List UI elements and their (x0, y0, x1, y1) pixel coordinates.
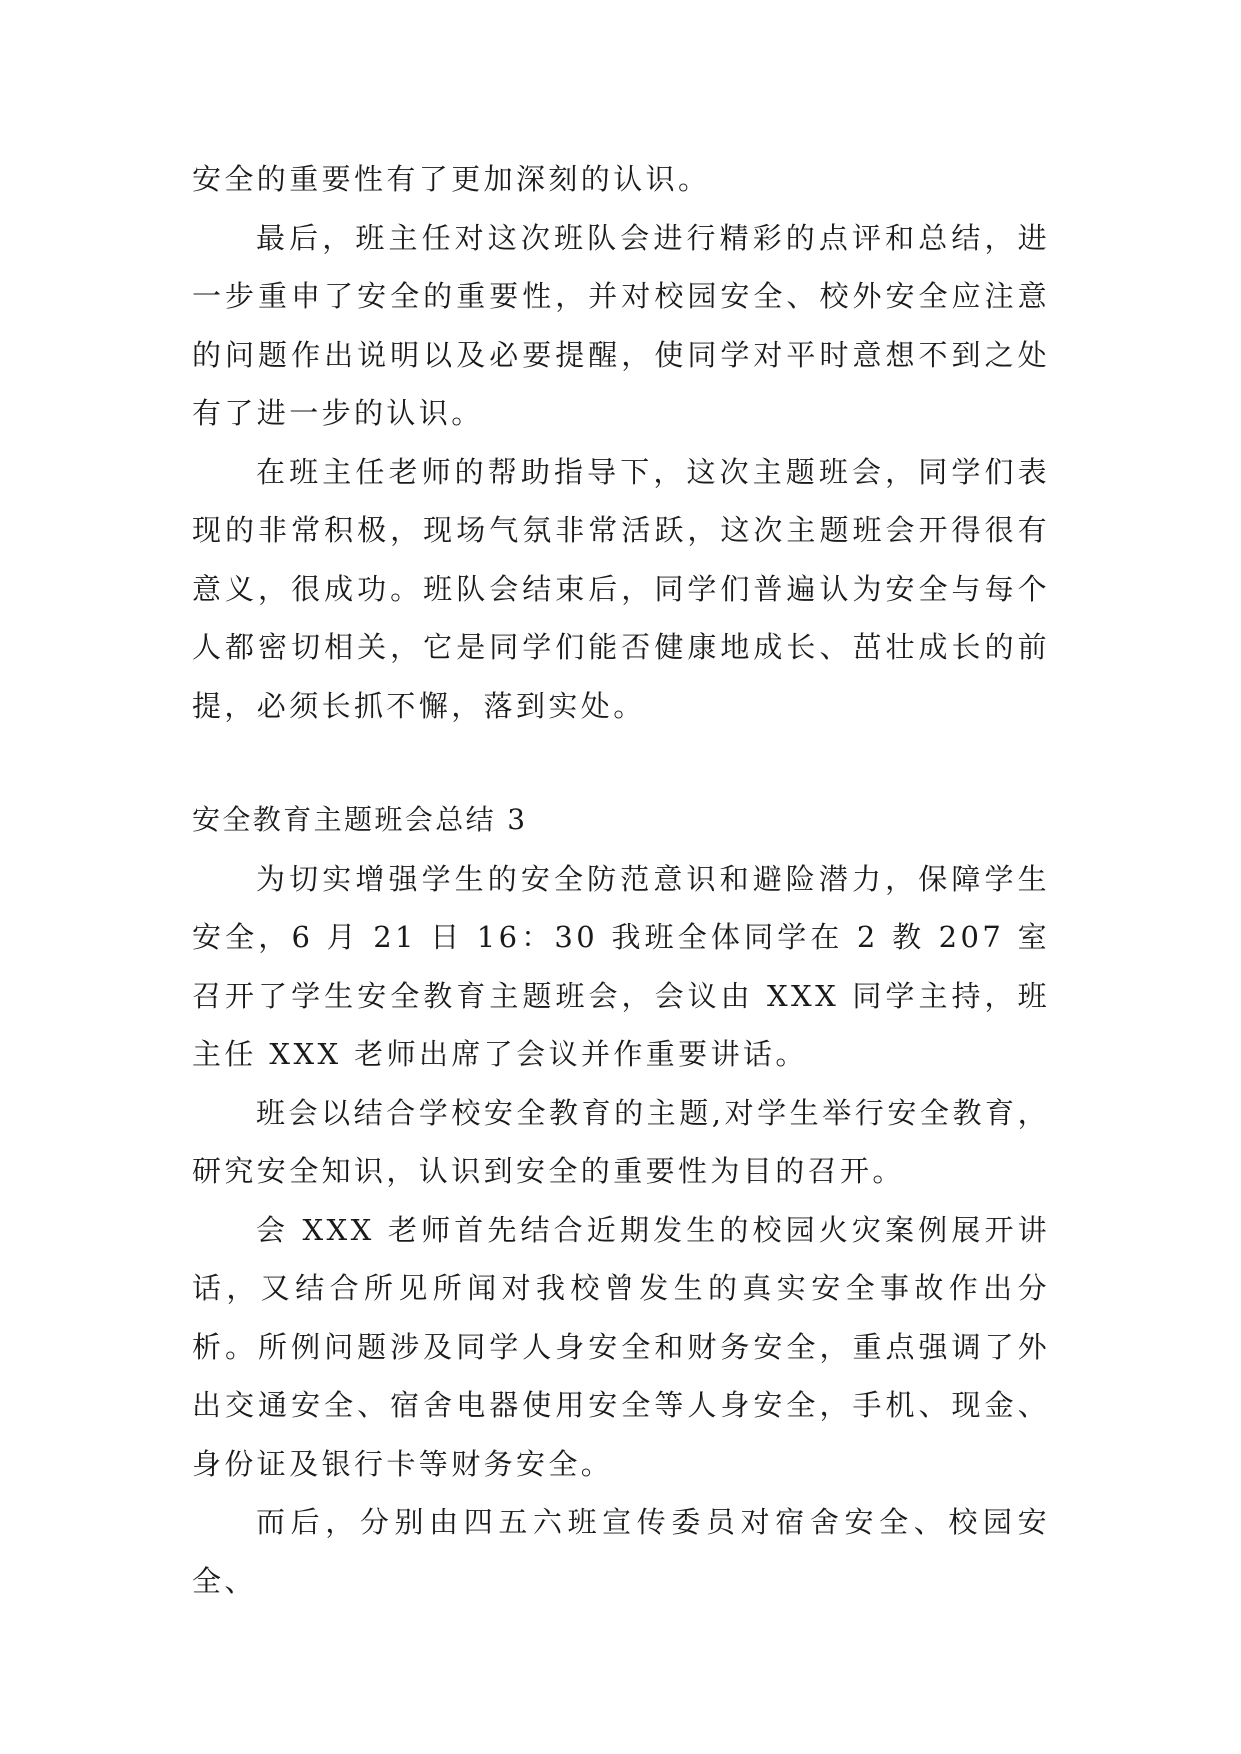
paragraph-continuation: 安全的重要性有了更加深刻的认识。 (192, 162, 711, 196)
paragraph: 而后，分别由四五六班宣传委员对宿舍安全、校园安全、 (192, 1505, 1050, 1598)
paragraph: 会 XXX 老师首先结合近期发生的校园火灾案例展开讲话，又结合所见所闻对我校曾发生的真实安全事故作出分析。所例问题涉及同学人身安全和财务安全，重点强调了外出交通安全、宿舍电器使用安全等人身安全，手机、现金、身份证及银行卡等财务安全。 (192, 1212, 1050, 1481)
paragraph: 在班主任老师的帮助指导下，这次主题班会，同学们表现的非常积极，现场气氛非常活跃，这次主题班会开得很有意义，很成功。班队会结束后，同学们普遍认为安全与每个人都密切相关，它是同学们能否健康地成长、茁壮成长的前提，必须长抓不懈，落到实处。 (192, 454, 1050, 723)
section-heading: 安全教育主题班会总结 3 (192, 803, 528, 836)
paragraph: 班会以结合学校安全教育的主题,对学生举行安全教育，研究安全知识，认识到安全的重要性为目的召开。 (192, 1095, 1050, 1188)
paragraph: 最后，班主任对这次班队会进行精彩的点评和总结，进一步重申了安全的重要性，并对校园安全、校外安全应注意的问题作出说明以及必要提醒，使同学对平时意想不到之处有了进一步的认识。 (192, 220, 1050, 430)
document-body (192, 150, 1050, 1610)
paragraph: 为切实增强学生的安全防范意识和避险潜力，保障学生安全，6 月 21 日 16：30 我班全体同学在 2 教 207 室召开了学生安全教育主题班会，会议由 XXX 同学主持，班主任 XXX 老师出席了会议并作重要讲话。 (192, 861, 1050, 1071)
